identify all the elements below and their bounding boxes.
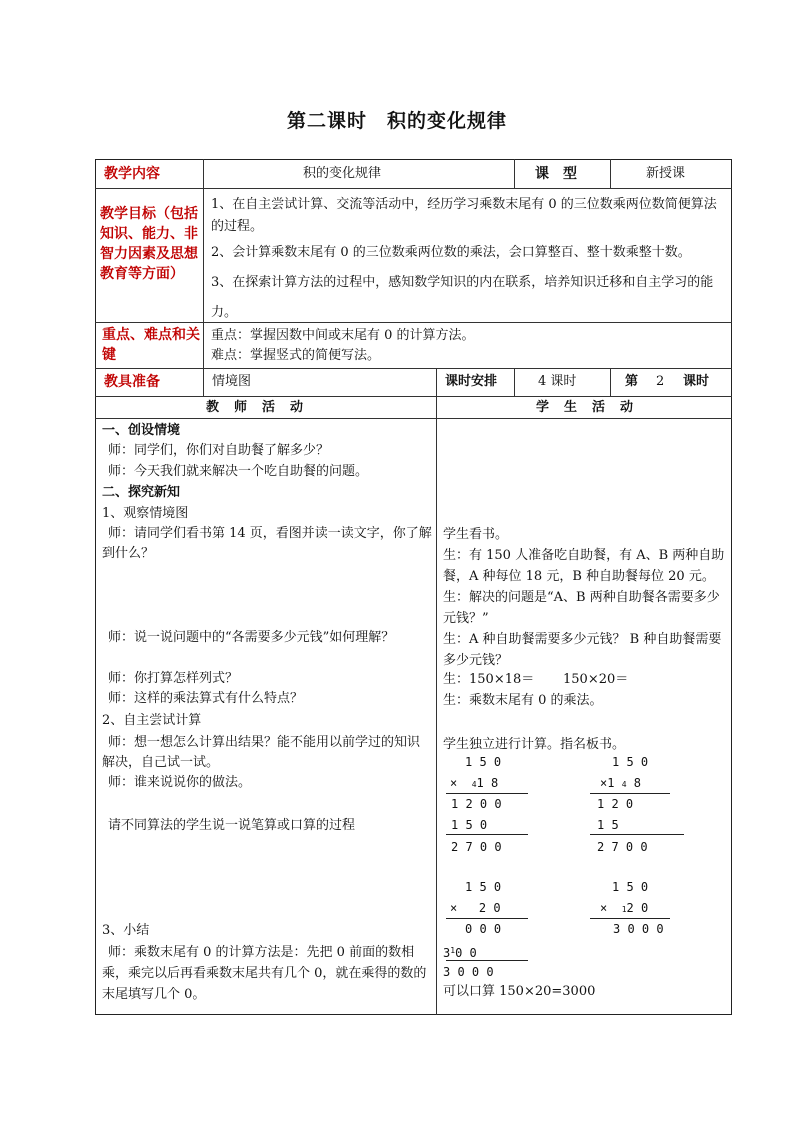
teacher-paragraph: 师：请同学们看书第 14 页，看图并读一读文字，你了解到什么？ (102, 526, 432, 561)
student-paragraph: 生：A 种自助餐需要多少元钱？ B 种自助餐需要多少元钱？ (443, 632, 722, 668)
subsection-heading: 3、小结 (102, 923, 150, 938)
col-divider (436, 368, 437, 1015)
teacher-paragraph: 师：乘数末尾有 0 的计算方法是：先把 0 前面的数相乘，乘完以后再看乘数末尾共有几个 0，就在乘得的数的末尾填写几个 0。 (102, 945, 427, 1002)
subsection-heading: 2、自主尝试计算 (102, 713, 202, 728)
type-value: 新授课 (646, 166, 686, 181)
section-heading: 二、探究新知 (102, 485, 181, 500)
calc-row: 0 0 0 (465, 922, 502, 936)
student-line: 学生独立进行计算。指名板书。 (443, 737, 626, 752)
student-line: 生：乘数末尾有 0 的乘法。 (443, 693, 603, 708)
calc-row: × 12 0 (600, 901, 649, 915)
calc-row: × 41 8 (450, 776, 499, 790)
subsection-heading: 1、观察情境图 (102, 506, 189, 521)
calc-row: 1 2 0 0 (451, 797, 502, 811)
student-line: 生：150×18＝ (443, 672, 535, 687)
calc-row: 1 5 0 (612, 880, 649, 894)
page-title: 第二课时 积的变化规律 (286, 110, 507, 132)
student-paragraph: 生：解决的问题是“A、B 两种自助餐各需要多少元钱？” (443, 590, 720, 626)
label-content: 教学内容 (104, 166, 160, 182)
teacher-line: 请不同算法的学生说一说笔算或口算的过程 (108, 818, 356, 833)
calc-row: 1 5 0 (465, 880, 502, 894)
col-divider (610, 159, 611, 188)
label-keypoints: 重点、难点和关键 (102, 327, 200, 363)
calc-row: 1 5 0 (612, 755, 649, 769)
objectives-list (211, 194, 725, 328)
teacher-line: 师：同学们，你们对自助餐了解多少？ (108, 443, 330, 458)
row-divider (95, 368, 732, 369)
label-objectives: 教学目标（包括知识、能力、非智力因素及思想教育等方面） (100, 206, 198, 282)
hours-value: 4 课时 (538, 374, 577, 389)
col-divider (610, 368, 611, 396)
calc-row: 1 2 0 (597, 797, 634, 811)
label-materials: 教具准备 (104, 374, 160, 390)
teacher-line: 师：你打算怎样列式？ (108, 671, 239, 686)
calc-row: $3^10$ 0 (443, 946, 477, 960)
calc-row: 3 0 0 0 (443, 965, 494, 979)
row-divider (95, 418, 732, 419)
teacher-column-header: 教 师 活 动 (206, 400, 305, 415)
calc-row: 1 5 (597, 818, 619, 832)
calc-row: 3 0 0 0 (613, 922, 664, 936)
calc-row: 1 5 0 (465, 755, 502, 769)
calc-line (590, 918, 670, 919)
student-line: 150×20＝ (563, 672, 629, 687)
materials-value: 情境图 (212, 374, 252, 389)
student-paragraph: 生：有 150 人准备吃自助餐，有 A、B 两种自助餐，A 种每位 18 元，B 种自助餐每位 20 元。 (443, 548, 725, 584)
lesson-number: 2 (656, 374, 665, 389)
row-divider (95, 396, 732, 397)
label-hours: 课时安排 (445, 374, 498, 389)
calc-line (590, 834, 684, 835)
keypoint-item: 难点：掌握竖式的简便写法。 (211, 348, 381, 363)
calc-line (590, 793, 670, 794)
calc-line (446, 960, 528, 961)
teacher-line: 师：说一说问题中的“各需要多少元钱”如何理解？ (108, 630, 395, 645)
lesson-number-suffix: 课时 (683, 374, 710, 389)
teacher-line: 师：这样的乘法算式有什么特点？ (108, 691, 304, 706)
student-line: 可以口算 150×20=3000 (443, 984, 596, 999)
row-divider (95, 188, 732, 189)
teacher-paragraph: 师：想一想怎么计算出结果？能不能用以前学过的知识解决，自己试一试。 (102, 735, 421, 770)
objective-item: 2、会计算乘数末尾有 0 的三位数乘两位数的乘法，会口算整百、整十数乘整十数。 (211, 245, 691, 260)
col-divider (514, 159, 515, 188)
calc-line (446, 918, 528, 919)
label-type: 课 型 (535, 166, 577, 182)
calc-row: ×1 4 8 (600, 776, 641, 790)
col-divider (203, 159, 204, 396)
keypoint-item: 重点：掌握因数中间或末尾有 0 的计算方法。 (211, 328, 475, 343)
objective-item: 3、在探索计算方法的过程中，感知数学知识的内在联系，培养知识迁移和自主学习的能力。 (211, 275, 714, 320)
calc-row: 1 5 0 (451, 818, 488, 832)
section-heading: 一、创设情境 (102, 423, 181, 438)
calc-row: × 2 0 (450, 901, 501, 915)
col-divider (514, 368, 515, 396)
calc-line (446, 793, 528, 794)
teacher-line: 师：谁来说说你的做法。 (108, 775, 252, 790)
lesson-number-prefix: 第 (625, 374, 639, 389)
calc-row: 2 7 0 0 (451, 840, 502, 854)
student-line: 学生看书。 (443, 527, 509, 542)
objective-item: 1、在自主尝试计算、交流等活动中，经历学习乘数末尾有 0 的三位数乘两位数简便算法的过程。 (211, 197, 717, 234)
teacher-line: 师：今天我们就来解决一个吃自助餐的问题。 (108, 464, 369, 479)
content-value: 积的变化规律 (303, 166, 382, 181)
calc-line (446, 834, 528, 835)
student-column-header: 学 生 活 动 (536, 400, 635, 415)
calc-row: 2 7 0 0 (597, 840, 648, 854)
